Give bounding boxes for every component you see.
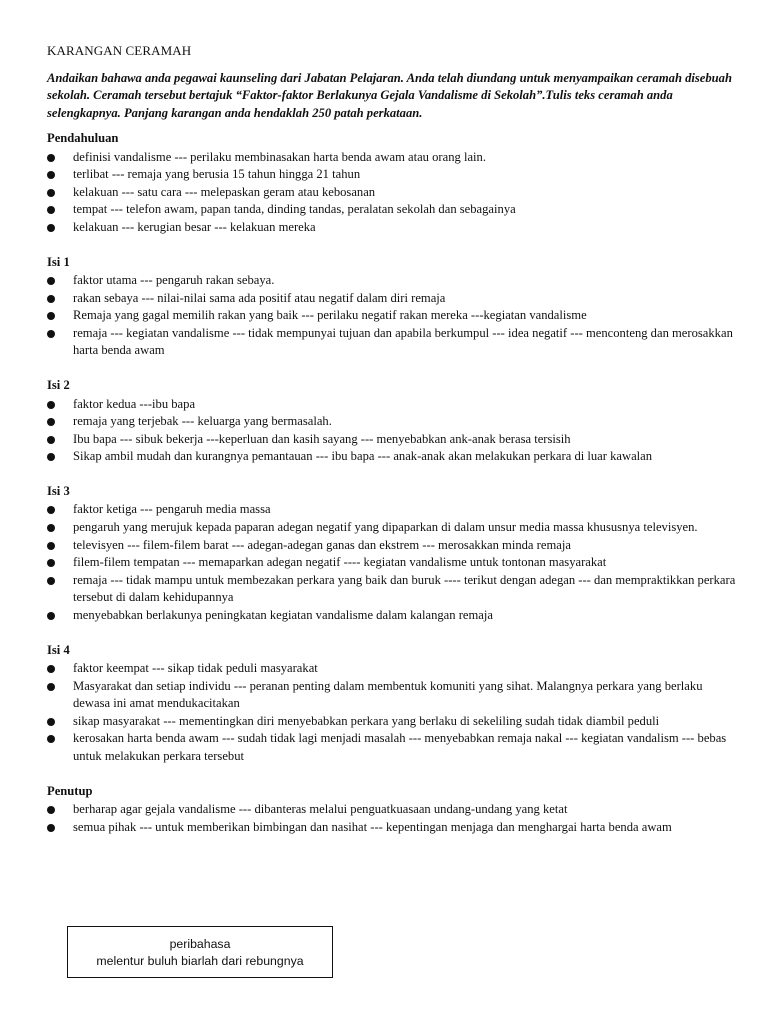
list-item [47,537,737,555]
list-item-text: remaja yang terjebak --- keluarga yang bermasalah. [73,414,332,429]
essay-question: Andaikan bahawa anda pegawai kaunseling dari Jabatan Pelajaran. Anda telah diundang untuk menyampaikan ceramah disebuah sekolah. Ceramah tersebut bertajuk “Faktor-faktor Berlakunya Gejala Vandalisme di Sekolah”.Tulis teks ceramah anda selengkapnya. Panjang karangan anda hendaklah 250 patah perkataan. [47,70,732,120]
document-page [47,42,737,858]
list-item-text: tempat --- telefon awam, papan tanda, dinding tandas, peralatan sekolah dan sebagainya [73,202,516,217]
section-isi-4 [47,642,737,766]
list-item-text: Sikap ambil mudah dan kurangnya pemantauan --- ibu bapa --- anak-anak akan melakukan perkara di luar kawalan [73,449,653,464]
list-item [47,272,737,290]
list-item [47,325,737,360]
bullet-icon [47,612,55,620]
bullet-icon [47,171,55,179]
list-item-text: pengaruh yang merujuk kepada paparan adegan negatif yang dipaparkan di dalam unsur media massa khususnya televisyen. [73,520,698,534]
bullet-list [47,149,737,237]
bullet-icon [47,453,55,461]
list-item [47,290,737,308]
list-item-text: berharap agar gejala vandalisme --- dibanteras melalui penguatkuasaan undang-undang yang ketat [73,802,568,817]
list-item-text: faktor kedua ---ibu bapa [73,396,196,411]
list-item-text: faktor keempat --- sikap tidak peduli masyarakat [73,661,318,676]
list-item [47,219,737,237]
list-item [47,730,737,765]
bullet-icon [47,401,55,409]
list-item-text: semua pihak --- untuk memberikan bimbingan dan nasihat --- kepentingan menjaga dan menghargai harta benda awam [73,819,672,834]
list-item [47,572,737,607]
list-item-text: kerosakan harta benda awam --- sudah tidak lagi menjadi masalah --- menyebabkan remaja nakal --- kegiatan vandalism --- bebas untuk melakukan perkara tersebut [73,731,727,764]
bullet-icon [47,312,55,320]
bullet-icon [47,418,55,426]
section-heading: Penutup [47,783,93,798]
bullet-icon [47,824,55,832]
bullet-icon [47,559,55,567]
list-item [47,184,737,202]
list-item-text: filem-filem tempatan --- memaparkan adegan negatif ---- kegiatan vandalisme untuk tontonan masyarakat [73,555,607,570]
list-item [47,801,737,819]
section-heading: Pendahuluan [47,131,119,146]
list-item [47,660,737,678]
section-penutup [47,783,737,837]
section-isi-3 [47,483,737,625]
peribahasa-text: melentur buluh biarlah dari rebungnya [96,954,304,968]
bullet-icon [47,330,55,338]
list-item-text: menyebabkan berlakunya peningkatan kegiatan vandalisme dalam kalangan remaja [73,607,493,622]
list-item [47,201,737,219]
section-pendahuluan [47,130,737,236]
bullet-list [47,272,737,360]
bullet-icon [47,224,55,232]
list-item [47,501,737,519]
list-item [47,713,737,731]
list-item [47,431,737,449]
section-heading: Isi 4 [47,642,70,657]
section-heading: Isi 1 [47,254,70,269]
bullet-list [47,801,737,836]
list-item [47,519,737,537]
list-item [47,149,737,167]
list-item [47,554,737,572]
section-heading: Isi 3 [47,483,70,498]
list-item-text: terlibat --- remaja yang berusia 15 tahun hingga 21 tahun [73,167,361,182]
bullet-list [47,396,737,466]
document-title: KARANGAN CERAMAH [47,43,192,58]
list-item-text: definisi vandalisme --- perilaku membinasakan harta benda awam atau orang lain. [73,149,486,164]
bullet-icon [47,189,55,197]
bullet-icon [47,542,55,550]
section-heading: Isi 2 [47,378,70,393]
bullet-icon [47,806,55,814]
list-item-text: kelakuan --- satu cara --- melepaskan geram atau kebosanan [73,184,376,199]
list-item-text: Ibu bapa --- sibuk bekerja ---keperluan dan kasih sayang --- menyebabkan ank-anak berasa tersisih [73,431,571,446]
peribahasa-box [67,926,333,978]
bullet-icon [47,436,55,444]
list-item-text: Remaja yang gagal memilih rakan yang baik --- perilaku negatif rakan mereka ---kegiatan vandalisme [73,308,587,323]
list-item [47,448,737,466]
bullet-icon [47,506,55,514]
bullet-icon [47,295,55,303]
bullet-icon [47,577,55,585]
bullet-icon [47,735,55,743]
bullet-list [47,501,737,624]
list-item-text: televisyen --- filem-filem barat --- adegan-adegan ganas dan ekstrem --- merosakkan minda remaja [73,537,571,552]
list-item [47,307,737,325]
peribahasa-heading: peribahasa [169,937,231,951]
bullet-icon [47,524,55,532]
list-item [47,819,737,837]
list-item-text: remaja --- tidak mampu untuk membezakan perkara yang baik dan buruk ---- terikut dengan adegan --- dan mempraktikkan perkara tersebut di dalam kehidupannya [73,572,736,605]
list-item-text: kelakuan --- kerugian besar --- kelakuan mereka [73,219,316,234]
list-item [47,166,737,184]
list-item [47,396,737,414]
list-item-text: sikap masyarakat --- mementingkan diri menyebabkan perkara yang berlaku di sekeliling sudah tidak diambil peduli [73,713,660,728]
list-item [47,413,737,431]
list-item-text: rakan sebaya --- nilai-nilai sama ada positif atau negatif dalam diri remaja [73,290,446,305]
section-isi-1 [47,254,737,360]
bullet-list [47,660,737,766]
bullet-icon [47,154,55,162]
list-item [47,678,737,713]
list-item-text: faktor ketiga --- pengaruh media massa [73,502,271,517]
bullet-icon [47,665,55,673]
section-isi-2 [47,377,737,466]
list-item [47,607,737,625]
bullet-icon [47,277,55,285]
list-item-text: Masyarakat dan setiap individu --- peranan penting dalam membentuk komuniti yang sihat. Malangnya perkara yang berlaku dewasa ini amat mendukacitakan [73,678,703,711]
bullet-icon [47,683,55,691]
list-item-text: remaja --- kegiatan vandalisme --- tidak mempunyai tujuan dan apabila berkumpul --- idea negatif --- menconteng dan merosakkan harta benda awam [73,325,733,358]
bullet-icon [47,718,55,726]
bullet-icon [47,206,55,214]
list-item-text: faktor utama --- pengaruh rakan sebaya. [73,273,275,288]
